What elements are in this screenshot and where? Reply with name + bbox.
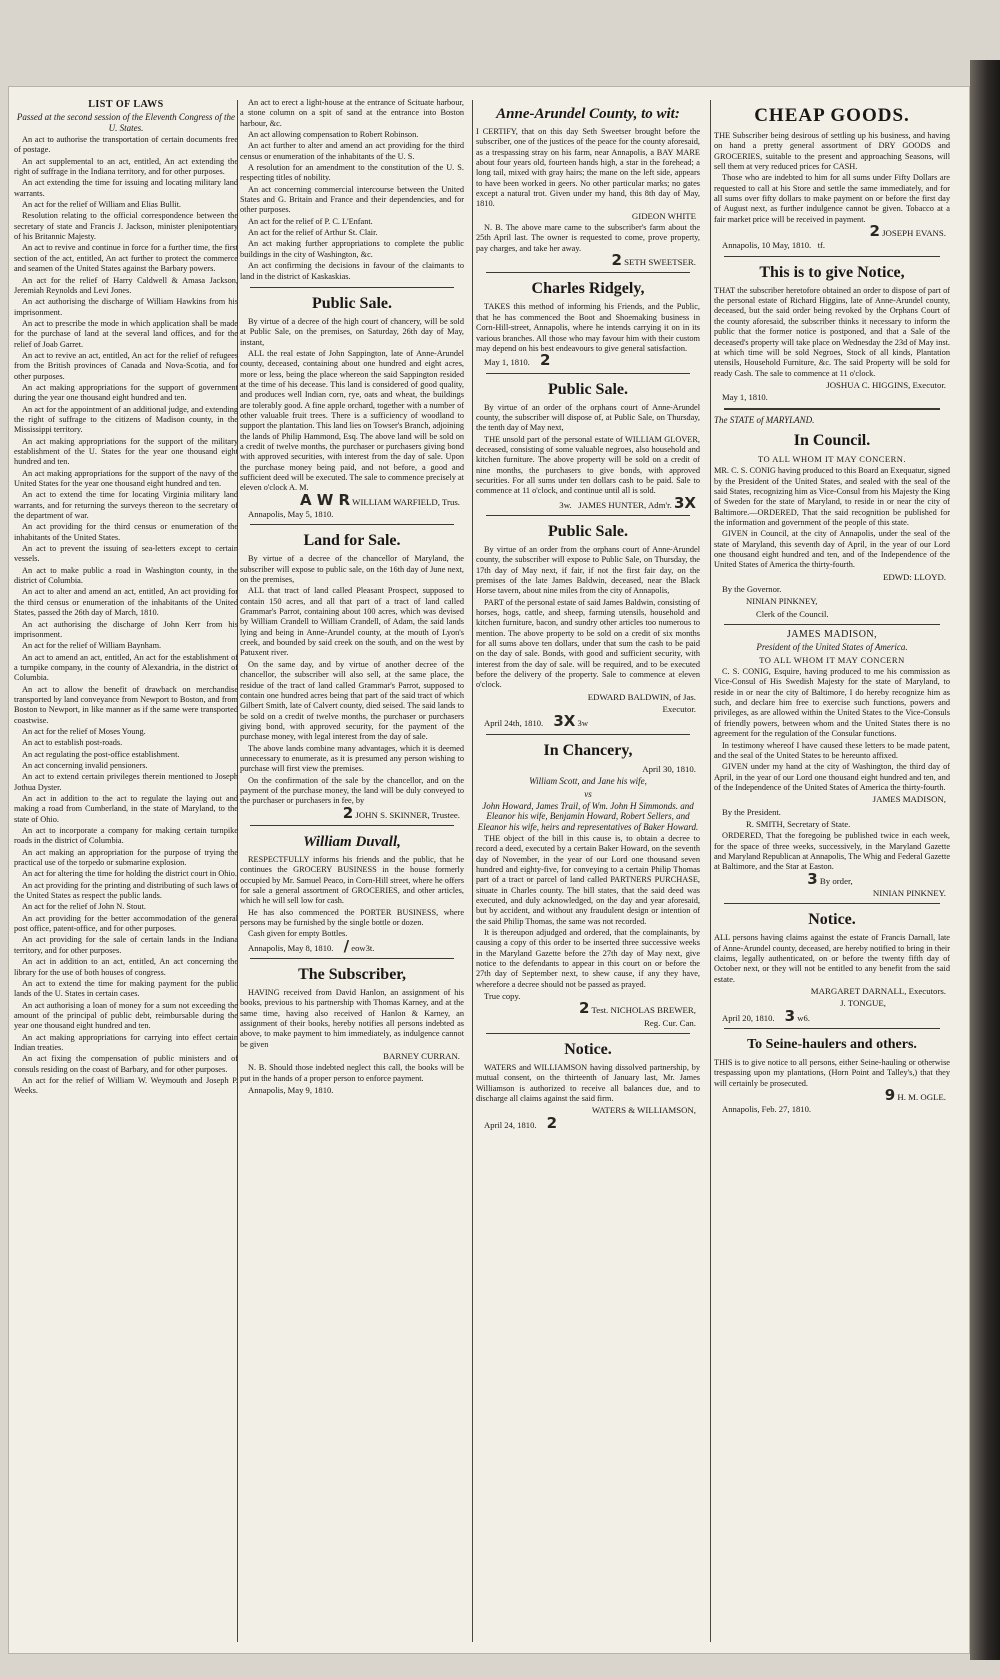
law-item: An act to establish post-roads. xyxy=(22,738,123,748)
law-item: An act for the relief of Moses Young. xyxy=(22,726,146,736)
law-item: An act making further appropriations to complete the public buildings in the city of Washington, &c. xyxy=(240,239,464,259)
cheap-goods-body-2: Those who are indebted to him for all sums under Fifty Dollars are requested to call at his Store and settle the same immediately, and for all sums over fifty dollars to make payment on or before the first day of August next, as further indulgence cannot be given. Tobacco at a fair market price will be received in payment. xyxy=(714,173,950,224)
notice-body: WATERS and WILLIAMSON having dissolved partnership, by mutual consent, on the thirteenth of January last, Mr. James Williamson is authorized to receive all balances due, and to discharge all claims against the said firm. xyxy=(476,1063,700,1104)
law-item: An act regulating the post-office establishment. xyxy=(22,749,180,759)
law-item: An act authorising the discharge of William Hawkins from his imprisonment. xyxy=(14,297,238,317)
law-item: An act for the relief of Harry Caldwell & Amasa Jackson, Jeremiah Reynolds and Levi Jones. xyxy=(14,275,238,295)
law-item: An act confirming the decisions in favour of the claimants to land in the district of Kaskaskias. xyxy=(240,261,464,281)
public-sale-2-intro: By virtue of an order from the orphans court of Anne-Arundel county, the subscriber will expose to Public Sale, on Thursday, the 17th day of May next, if fair, if not the first fair day, on the premises of the late James Baldwin, deceased, near the Black Horse tavern, about nine miles from the city of Annapolis, xyxy=(476,544,700,596)
council-title: In Council. xyxy=(793,431,871,449)
public-sale-date: Annapolis, May 5, 1810. xyxy=(248,509,334,520)
law-item: An act for the relief of William Baynham. xyxy=(22,641,162,651)
subscriber-body-2: N. B. Should those indebted neglect this call, the books will be put in the hands of a proper person to enforce payment. xyxy=(240,1063,464,1083)
seine-title: To Seine-haulers and others. xyxy=(747,1037,917,1053)
handwritten-mark: 2 xyxy=(546,1113,558,1132)
column-3 xyxy=(476,98,700,1644)
public-sale-body: ALL the real estate of John Sappington, late of Anne-Arundel county, deceased, containing about one hundred and eight acres, more or less, being the place whereon the said Sappington resided at the time of his decease. This land is considered of good quality, and produces well Indian corn, rye, oats and wheat, the buildings are tolerably good. A fine apple orchard, together with a number of other valuable fruit trees. There is a sufficiency of woodland to support the plantation. This land lies on Towser's Branch, adjoining the lands of Philip Hammond, Esq. The above land will be sold on a credit of twelve months, the purchaser or purchasers giving bond with approved securities, with interest from the day of sale. Upon the purchase money being paid, and not before, a good and sufficient deed will be executed. The sale to commence precisely at eleven o'clock A. M. xyxy=(240,348,464,493)
divider xyxy=(250,524,454,525)
divider xyxy=(486,272,690,273)
seine-signature: 9 H. M. OGLE. xyxy=(884,1086,946,1105)
land-sale-body-2: On the same day, and by virtue of another decree of the chancellor, the subscriber will also sell, at the same place, the residue of the tract of land called Grammar's Parrot, supposed to contain one hundred acres being that part of the said tract of which Gilbert Smith, late of Calvert county, died seised. The said lands to be sold on a credit of twelve months, the purchaser or purchasers giving bond, with approved security, for the payment of the purchase money, with legal interest from the day of sale. xyxy=(240,659,464,742)
public-sale-signature: A W R WILLIAM WARFIELD, Trus. xyxy=(299,490,460,509)
column-rule xyxy=(472,100,473,1642)
chancery-copy: True copy. xyxy=(484,991,521,1002)
divider xyxy=(724,256,940,257)
council-clerk: NINIAN PINKNEY, xyxy=(746,596,818,607)
madison-ordered: ORDERED, That the foregoing be published twice in each week, for the space of three weeks, successively, in the Maryland Gazette and Maryland Republican at Annapolis, The Whig and Federal Gazette at Baltimore, and the Star at Easton. xyxy=(714,831,950,872)
handwritten-mark: 2 xyxy=(540,351,551,370)
anne-arundel-title: Anne-Arundel County, to wit: xyxy=(496,106,680,122)
notice-signature: WATERS & WILLIAMSON, xyxy=(591,1105,696,1116)
law-item: An act to allow the benefit of drawback on merchandise transported by land conveyance from Newport to Boston, and from Boston to Newport, in like manner as if the same were transported coastwise. xyxy=(14,684,238,725)
law-item: An act making appropriations for the support of government during the year one thousand eight hundred and ten. xyxy=(14,382,238,403)
law-item: An act to authorise the transportation of certain documents free of postage. xyxy=(14,135,238,155)
law-item: A resolution for an amendment to the constitution of the U. S. respecting titles of nobility. xyxy=(240,163,464,183)
column-4 xyxy=(714,98,950,1644)
laws-list xyxy=(14,135,238,1097)
law-item: An act for the relief of William and Elias Bullit. xyxy=(22,200,181,210)
handwritten-mark: 3 xyxy=(784,1006,796,1025)
law-item: An act fixing the compensation of public ministers and of consuls residing on the coast of Barbary, and for other purposes. xyxy=(14,1054,238,1074)
law-item: An act to amend an act, entitled, An act for the establishment of a turnpike company, in the county of Alexandria, in the district of Columbia. xyxy=(14,652,238,683)
handwritten-mark: 3X xyxy=(673,493,696,512)
darnall-date: April 20, 1810. 3 w6. xyxy=(722,1006,810,1025)
law-item: An act to extend the time for locating Virginia military land warrants, and for returning the surveys thereon to the secretary of the department of war. xyxy=(14,490,238,521)
column-1 xyxy=(14,98,238,1644)
ridgely-title: Charles Ridgely, xyxy=(531,280,645,298)
council-clerk-title: Clerk of the Council. xyxy=(756,608,829,619)
land-sale-title: Land for Sale. xyxy=(303,532,401,550)
subscriber-title: The Subscriber, xyxy=(298,966,406,984)
duvall-body-1: RESPECTFULLY informs his friends and the public, that he continues the GROCERY BUSINESS in the house formerly occupied by Mr. Samuel Peaco, in Corn-Hill street, where he offers for sale a general assortment of GROCERIES, and other articles, which he will sell low for cash. xyxy=(240,854,464,906)
public-sale-2-date: April 24th, 1810. 3X 3w xyxy=(484,712,589,731)
anne-arundel-signature-2: 2 SETH SWEETSER. xyxy=(611,251,696,270)
divider xyxy=(486,734,690,735)
law-item: An act in addition to an act, entitled, An act concerning the library for the use of both houses of congress. xyxy=(14,957,238,977)
law-item: An act for the relief of P. C. L'Enfant. xyxy=(248,216,373,226)
laws-list-continued xyxy=(240,98,464,282)
law-item: An act to prescribe the mode in which application shall be made for the purchase of land at the several land offices, and for the relief of Joab Garret. xyxy=(14,318,238,349)
law-item: An act to make public a road in Washington county, in the district of Columbia. xyxy=(14,565,238,586)
handwritten-mark: 3 xyxy=(807,869,818,888)
law-item: An act to extend certain privileges therein mentioned to Joseph Jothua Dyster. xyxy=(14,772,238,792)
seine-body: THIS is to give notice to all persons, either Seine-hauling or otherwise trespassing upon my plantations, (Horn Point and Talley's,) that they will certainly be prosecuted. xyxy=(714,1058,950,1088)
cheap-goods-signature: 2 JOSEPH EVANS. xyxy=(869,222,946,241)
land-sale-body-1: ALL that tract of land called Pleasant Prospect, supposed to contain 150 acres, and all that part of a tract of land called Grammar's Parrot, containing about 100 acres, which was devised by William Crandell to William Crandell, of Adam, the said lands lying and being in Anne-Arundel county, at the mouth of Lyon's creek, and bounded by said creek on the south, and on the west by Patuxent river. xyxy=(240,586,464,658)
law-item: An act to erect a light-house at the entrance of Scituate harbour, a stone column on a spit of sand at the entrance into Boston harbour, &c. xyxy=(240,98,464,128)
column-rule xyxy=(710,100,711,1642)
law-item: An act supplemental to an act, entitled, An act extending the right of suffrage in the Indiana territory, and for other purposes. xyxy=(14,156,238,177)
darnall-signature-1: MARGARET DARNALL, Executors. xyxy=(810,986,946,997)
divider xyxy=(486,515,690,516)
notice-date: April 24, 1810. 2 xyxy=(484,1113,558,1132)
law-item: An act authorising a loan of money for a sum not exceeding the amount of the principal of public debt, reimbursable during the year one thousand eight hundred and ten. xyxy=(14,1000,238,1031)
handwritten-mark: / xyxy=(343,936,350,955)
anne-arundel-nb: N. B. The above mare came to the subscriber's farm about the 25th April last. The owner is requested to come, prove property, pay charges, and take her away. xyxy=(476,223,700,253)
public-sale-intro: By virtue of a decree of the high court of chancery, will be sold at Public Sale, on the premises, on Saturday, 26th day of May, instant, xyxy=(240,316,464,347)
council-state: The STATE of MARYLAND. xyxy=(714,414,815,425)
divider xyxy=(250,825,454,826)
madison-pinkney: NINIAN PINKNEY. xyxy=(872,887,946,898)
law-item: An act providing for the sale of certain lands in the Indiana territory, and for other purposes. xyxy=(14,935,238,955)
law-item: An act providing for the printing and distributing of such laws of the United States as respect the public lands. xyxy=(14,880,238,901)
law-item: An act making appropriations for carrying into effect certain Indian treaties. xyxy=(14,1032,238,1052)
law-item: An act concerning commercial intercourse between the United States and G. Britain and France and their dependencies, and for other purposes. xyxy=(240,184,464,215)
public-sale-2-body: PART of the personal estate of said James Baldwin, consisting of horses, hogs, cattle, and sheep, farming utensils, household and kitchen furniture, bacon, and sundry other articles too numerous to mention. The above property to be sold on a credit of six months for all sums above ten dollars, under that sum the cash to be paid on the day of sale. Bonds, with good and sufficient security, with interest from the day of sale. will be required, and to be executed before the delivery of the property. Sale to commence at eleven o'clock. xyxy=(476,597,700,690)
public-sale-2-role: Executor. xyxy=(662,704,696,715)
law-item: An act to revive and continue in force for a further time, the first section of the act, entitled, An act further to protect the commerce and seamen of the United States against the Barbary powers. xyxy=(14,243,238,274)
chancery-parties-1: William Scott, and Jane his wife, xyxy=(529,776,647,787)
column-2 xyxy=(240,98,464,1644)
law-item: An act further to alter and amend an act providing for the third census or enumeration of the inhabitants of the U. S. xyxy=(240,141,464,161)
handwritten-mark: 2 xyxy=(869,222,880,241)
divider xyxy=(724,903,940,904)
darnall-signature-2: J. TONGUE, xyxy=(840,998,886,1009)
laws-subheading: Passed at the second session of the Eleventh Congress of the U. States. xyxy=(16,112,236,133)
anne-arundel-signature-1: GIDEON WHITE xyxy=(631,210,696,221)
divider xyxy=(486,1033,690,1034)
newspaper-page xyxy=(8,86,970,1654)
darnall-notice-body: ALL persons having claims against the estate of Francis Darnall, late of Anne-Arundel county, deceased, are hereby notified to bring in their claims, legally authenticated, on or before the twenty fifth day of October next, or they will not be entitled to any benefit from the said estate. xyxy=(714,933,950,984)
law-item: An act for the relief of Arthur St. Clair. xyxy=(248,228,378,238)
law-item: An act making appropriations for the support of the military establishment of the U. States for the year one thousand eight hundred and ten. xyxy=(14,436,238,467)
notice-title: Notice. xyxy=(564,1041,612,1059)
subscriber-date: Annapolis, May 9, 1810. xyxy=(248,1085,334,1096)
madison-given: GIVEN under my hand at the city of Washington, the third day of April, in the year of our Lord one thousand eight hundred and ten, and of the Independence of the United States of America the thirty-fourth. xyxy=(714,762,950,792)
law-item: An act to revive an act, entitled, An act for the relief of refugees from the British provinces of Canada and Nova-Scotia, and for other purposes. xyxy=(14,350,238,381)
handwritten-mark: A W R xyxy=(299,490,351,509)
public-sale-2-title: Public Sale. xyxy=(547,522,628,540)
cheap-goods-title: CHEAP GOODS. xyxy=(754,105,910,126)
law-item: An act for the appointment of an additional judge, and extending the right of suffrage to the citizens of Madison county, in the Mississippi territory. xyxy=(14,404,238,435)
chancery-vs: vs xyxy=(584,788,592,799)
law-item: An act to alter and amend an act, entitled, An act providing for the third census or enumeration of the inhabitants of the United States, passed the 26th day of March, 1810. xyxy=(14,587,238,618)
handwritten-mark: 9 xyxy=(884,1086,896,1105)
madison-body: C. S. CONIG, Esquire, having produced to me his commission as Vice-Consul of His Swedish Majesty for the state of Maryland, to reside in or near the city of Baltimore, I do hereby recognize him as such, and declare him free to exercise such functions, powers and privileges, as are allowed within the United States to the Vice-Consuls of friendly powers, between whom and the United States there is no agreement for the regulation of the Consular functions. xyxy=(714,667,950,739)
give-notice-title: This is to give Notice, xyxy=(759,263,905,281)
handwritten-mark: 2 xyxy=(579,999,590,1018)
madison-secretary: R. SMITH, Secretary of State. xyxy=(746,818,851,829)
ridgely-body: TAKES this method of informing his Friends, and the Public, that he has commenced the Boot and Shoemaking business in Corn-Hill-street, Annapolis, where he intends carrying it on in its various branches. All those who may favour him with their custom may depend on his best endeavours to give general satisfaction. xyxy=(476,302,700,353)
law-item: An act making appropriations for the support of the navy of the United States for the year one thousand eight hundred and ten. xyxy=(14,468,238,489)
subscriber-body-1: HAVING received from David Hanlon, an assignment of his books, previous to his partnership with Thomas Karney, and at the same time, having also received of Hanlon & Karney, an assignment of their books, hereby notifies all persons indebted as above, to make payment to him immediately, as indulgence cannot be given xyxy=(240,988,464,1049)
public-sale-1-signature: 3w. JAMES HUNTER, Adm'r. 3X xyxy=(559,493,696,512)
land-sale-signature: 2 JOHN S. SKINNER, Trustee. xyxy=(342,803,460,822)
law-item: Resolution relating to the official correspondence between the secretary of state and Francis J. Jackson, minister plenipotentiary of his Britannic Majesty. xyxy=(14,211,238,242)
public-sale-title: Public Sale. xyxy=(311,294,392,312)
law-item: An act providing for the better accommodation of the general post office, patent-office, and for other purposes. xyxy=(14,913,238,934)
law-item: An act to extend the time for making payment for the public lands of the U. States in certain cases. xyxy=(14,978,238,999)
land-sale-body-3: The above lands combine many advantages, which it is deemed unnecessary to enumerate, as it is presumed any person wishing to purchase will first view the premises. xyxy=(240,743,464,774)
divider xyxy=(724,624,940,625)
chancery-title: In Chancery, xyxy=(543,741,633,759)
council-given: GIVEN in Council, at the city of Annapolis, under the seal of the state of Maryland, this seventh day of April, in the year of our Lord one thousand eight hundred and ten, and of the Independence of the United States of America the thirty-fourth. xyxy=(714,529,950,570)
public-sale-1-title: Public Sale. xyxy=(547,380,628,398)
chancery-body-2: It is thereupon adjudged and ordered, that the complainants, by causing a copy of this order to be inserted three successive weeks in the Maryland Gazette before the 27th day of May next, give notice to the defendants to appear in this court on or before the 27th day of September next, to shew cause, if any they have, wherefore a decree should not be passed as prayed. xyxy=(476,927,700,989)
madison-name: JAMES MADISON, xyxy=(786,629,878,641)
divider xyxy=(486,373,690,374)
anne-arundel-body: I CERTIFY, that on this day Seth Sweetser brought before the subscriber, one of the justices of the peace for the county aforesaid, as a trespassing stray on his farm, near Annapolis, a BAY MARE about four years old, fourteen hands high, a star in the forehead; a long tail, mixed with gray hairs; the mane on the left side, appears to have been worked in geers. No other particular marks; no gates except a natural trot. Given under my hand, this 8th day of May, 1810. xyxy=(476,127,700,209)
handwritten-mark: 3X xyxy=(553,712,576,731)
duvall-title: William Duvall, xyxy=(303,833,401,850)
land-sale-body-4: On the confirmation of the sale by the chancellor, and on the payment of the purchase money, the land will be duly conveyed to the purchaser or purchasers in fee, by xyxy=(240,775,464,806)
law-item: An act concerning invalid pensioners. xyxy=(22,760,148,770)
council-signature: EDWD: LLOYD. xyxy=(882,571,946,582)
madison-to-all: TO ALL WHOM IT MAY CONCERN xyxy=(759,654,905,665)
give-notice-signature: JOSHUA C. HIGGINS, Executor. xyxy=(826,379,946,390)
land-sale-intro: By virtue of a decree of the chancellor of Maryland, the subscriber will expose to public sale, on the 16th day of June next, on the premises, xyxy=(240,554,464,585)
public-sale-1-intro: By virtue of an order of the orphans court of Anne-Arundel county, the subscriber will dispose of, at Public Sale, on Thursday, the tenth day of May next, xyxy=(476,402,700,433)
ridgely-date: May 1, 1810. 2 xyxy=(484,351,551,370)
law-item: An act extending the time for issuing and locating military land warrants. xyxy=(14,178,238,198)
handwritten-mark: 2 xyxy=(611,251,622,270)
book-binding-edge xyxy=(970,60,1000,1660)
chancery-date: April 30, 1810. xyxy=(642,763,696,774)
handwritten-mark: 2 xyxy=(342,803,354,822)
chancery-body-1: THE object of the bill in this cause is, to obtain a decree to record a deed, executed by a certain Baker Howard, on the seventh day of November, in the year of our Lord one thousand seven hundred and eighty-five, for conveying to a certain Philip Thomas part of a tract or parcel of land called PARTNERS PURCHASE, situate in Charles county. The bill states, that the said deed was executed, and duly acknowledged, on the day and year aforesaid, but by accident, and without any fraudulent design or intention of the said Philip Thomas, the same was not recorded. xyxy=(476,833,700,926)
law-item: An act to prevent the issuing of sea-letters except to certain vessels. xyxy=(14,544,238,564)
give-notice-date: May 1, 1810. xyxy=(722,392,768,403)
law-item: An act for altering the time for holding the district court in Ohio. xyxy=(22,869,237,879)
divider xyxy=(250,958,454,959)
laws-heading: LIST OF LAWS xyxy=(88,99,164,110)
divider xyxy=(724,1028,940,1029)
public-sale-1-body: THE unsold part of the personal estate of WILLIAM GLOVER, deceased, consisting of some valuable negroes, also household and kitchen furniture. The above property will be sold on a credit of nine months, the purchasers to give bonds, with approved securities. For all sums under ten dollars cash to be paid. Sale to commence at 11 o'clock, and continue until all is sold. xyxy=(476,434,700,496)
subscriber-signature: BARNEY CURRAN. xyxy=(383,1051,460,1062)
law-item: An act in addition to the act to regulate the laying out and making a road from Cumberland, in the state of Maryland, to the state of Ohio. xyxy=(14,794,238,824)
madison-by-order: 3 By order, xyxy=(807,869,853,888)
law-item: An act for the relief of John N. Stout. xyxy=(22,902,146,912)
law-item: An act for the relief of William W. Weymouth and Joseph P. Weeks. xyxy=(14,1075,238,1096)
chancery-parties-2: John Howard, James Trail, of Wm. John H Simmonds. and Eleanor his wife, Benjamin Howard, Robert Sellers, and Eleanor his wife, heirs and representatives of Baker Howard. xyxy=(477,800,699,832)
law-item: An act to incorporate a company for making certain turnpike roads in the district of Columbia. xyxy=(14,826,238,846)
council-to-all: TO ALL WHOM IT MAY CONCERN. xyxy=(757,453,907,464)
public-sale-2-signature: EDWARD BALDWIN, of Jas. xyxy=(587,691,696,702)
law-item: An act providing for the third census or enumeration of the inhabitants of the United States. xyxy=(14,522,238,542)
madison-signature: JAMES MADISON, xyxy=(872,794,946,805)
seine-date: Annapolis, Feb. 27, 1810. xyxy=(722,1104,812,1115)
divider xyxy=(724,408,940,410)
duvall-date: Annapolis, May 8, 1810. / eow3t. xyxy=(248,936,375,955)
duvall-body-3: Cash given for empty Bottles. xyxy=(248,929,348,939)
council-body: MR. C. S. CONIG having produced to this Board an Exequatur, signed by the President of the United States, and sealed with the seal of the said States, recognizing him as Vice-Consul from his Majesty the King of Sweden for the state of Maryland, to reside in or near the city of Baltimore.—ORDERED, That the said recognition be published for the information and government of the people of this state. xyxy=(714,466,950,527)
madison-by: By the President. xyxy=(722,806,781,817)
chancery-test: 2 Test. NICHOLAS BREWER, xyxy=(579,999,696,1018)
cheap-goods-body-1: THE Subscriber being desirous of settling up his business, and having on hand a pretty general assortment of DRY GOODS and GROCERIES, suitable to the present and approaching Seasons, will sell them at very reduced prices for CASH. xyxy=(714,131,950,172)
madison-role: President of the United States of America. xyxy=(756,642,908,653)
chancery-reg: Reg. Cur. Can. xyxy=(643,1017,696,1028)
madison-testimony: In testimony whereof I have caused these letters to be made patent, and the seal of the United States to be hereunto affixed. xyxy=(714,740,950,760)
duvall-body-2: He has also commenced the PORTER BUSINESS, where persons may be furnished by the single bottle or dozen. xyxy=(240,907,464,928)
law-item: An act making an appropriation for the purpose of trying the practical use of the torpedo or submarine explosion. xyxy=(14,847,238,868)
divider xyxy=(250,287,454,288)
darnall-notice-title: Notice. xyxy=(808,911,856,929)
law-item: An act allowing compensation to Robert Robinson. xyxy=(248,130,419,140)
cheap-goods-date: Annapolis, 10 May, 1810. tf. xyxy=(722,240,826,251)
law-item: An act authorising the discharge of John Kerr from his imprisonment. xyxy=(14,619,238,639)
give-notice-body: THAT the subscriber heretofore obtained an order to dispose of part of the personal estate of Richard Higgins, late of Anne-Arundel county, deceased, but the said order being revoked by the Orphans Court of the county aforesaid, the subscriber thinks it necessary to inform the public that the former notice is postponed, and that a Sale of the deceased's property will take place on Wednesday the 23d of May inst. at which time will be sold Negroes, Stock of all kinds, Plantation utensils, Household Furniture, &c. The said Property will be sold for ready Cash. The sale to commence at 11 o'clock. xyxy=(714,285,950,378)
council-by: By the Governor. xyxy=(722,584,782,595)
